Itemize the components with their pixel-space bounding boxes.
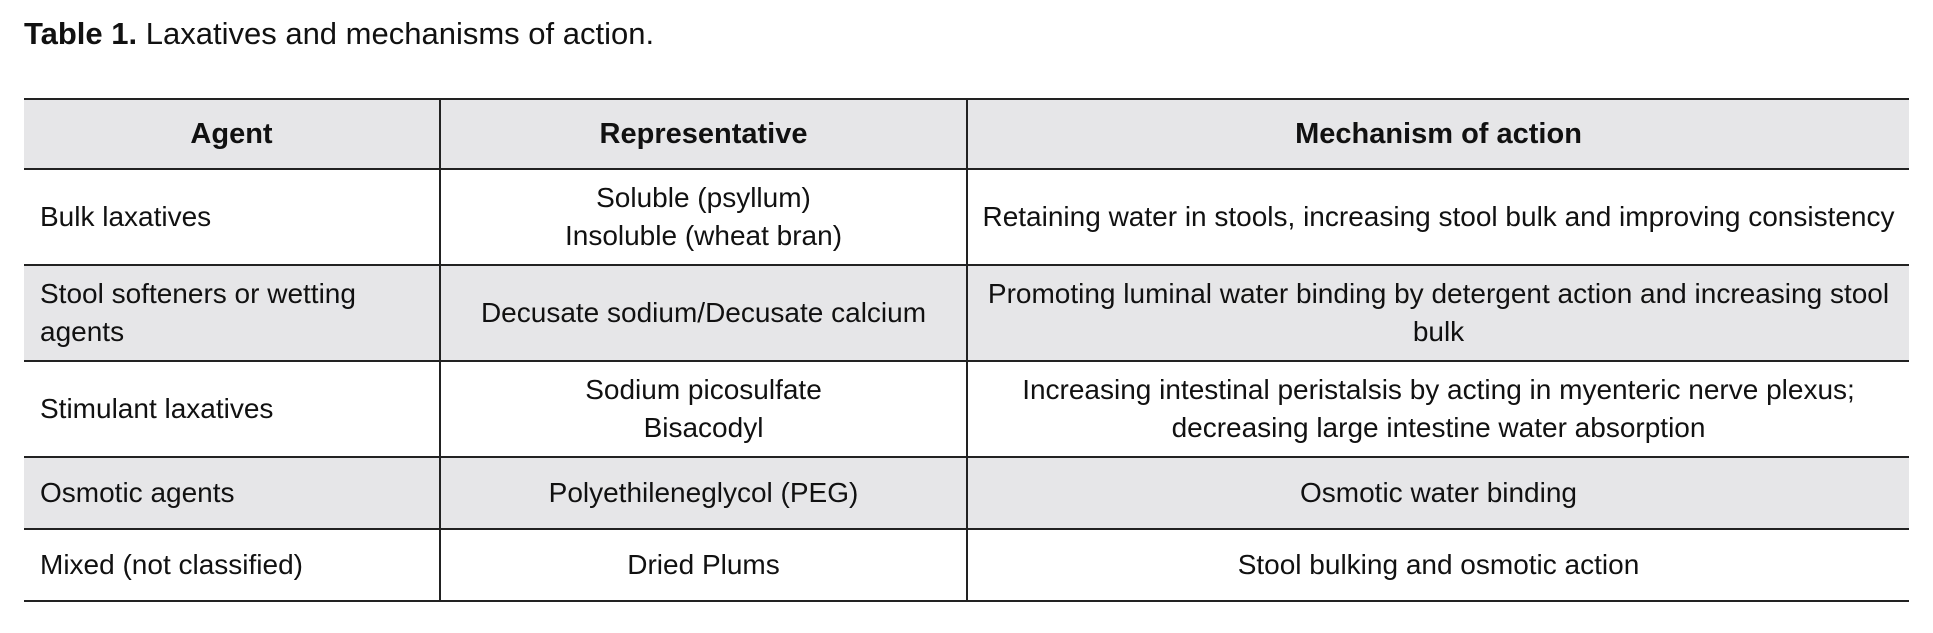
agent-cell: Bulk laxatives xyxy=(24,169,440,265)
mechanism-cell: Osmotic water binding xyxy=(967,457,1909,529)
representative-cell xyxy=(440,529,967,601)
table-row xyxy=(24,457,1909,529)
representative-line: Insoluble (wheat bran) xyxy=(564,220,843,251)
agent-cell: Stimulant laxatives xyxy=(24,361,440,457)
table-row xyxy=(24,529,1909,601)
table-row xyxy=(24,361,1909,457)
mechanism-cell: Promoting luminal water binding by detergent action and increasing stool bulk xyxy=(967,265,1909,361)
representative-line: Soluble (psyllum) xyxy=(596,182,811,213)
agent-cell: Osmotic agents xyxy=(24,457,440,529)
representative-cell xyxy=(440,169,967,265)
mechanism-cell: Retaining water in stools, increasing stool bulk and improving consistency xyxy=(967,169,1909,265)
agent-cell: Stool softeners or wetting agents xyxy=(24,265,440,361)
laxatives-table xyxy=(24,98,1909,602)
header-row xyxy=(24,99,1909,169)
representative-line: Bisacodyl xyxy=(643,412,764,443)
header-mechanism: Mechanism of action xyxy=(967,99,1909,169)
representative-line: Polyethileneglycol (PEG) xyxy=(548,477,859,508)
table-body xyxy=(24,169,1909,601)
table-caption xyxy=(24,14,654,54)
mechanism-cell: Increasing intestinal peristalsis by acting in myenteric nerve plexus; decreasing large intestine water absorption xyxy=(967,361,1909,457)
agent-cell: Mixed (not classified) xyxy=(24,529,440,601)
representative-line: Decusate sodium/Decusate calcium xyxy=(480,297,927,328)
table-header xyxy=(24,99,1909,169)
representative-line: Sodium picosulfate xyxy=(585,374,822,405)
mechanism-cell: Stool bulking and osmotic action xyxy=(967,529,1909,601)
representative-cell xyxy=(440,361,967,457)
header-representative: Representative xyxy=(440,99,967,169)
representative-line: Dried Plums xyxy=(627,549,780,580)
header-agent: Agent xyxy=(24,99,440,169)
caption-text: Laxatives and mechanisms of action. xyxy=(137,16,655,51)
table-row xyxy=(24,265,1909,361)
representative-cell xyxy=(440,457,967,529)
table-row xyxy=(24,169,1909,265)
caption-label: Table 1. xyxy=(24,16,138,51)
representative-cell xyxy=(440,265,967,361)
